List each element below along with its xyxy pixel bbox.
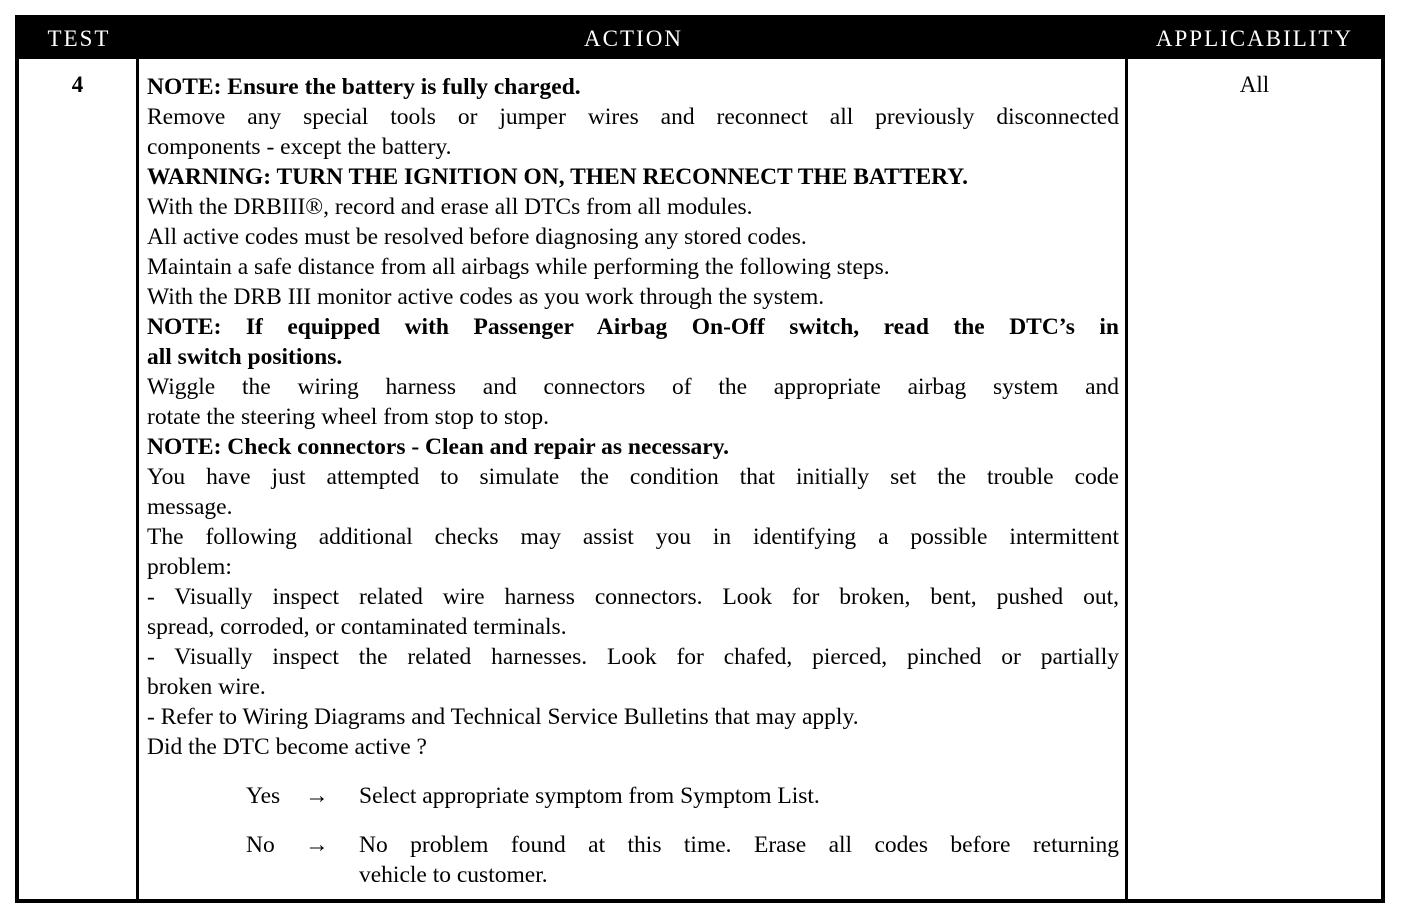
diagnostic-test-table — [15, 15, 1385, 903]
instruction-line: problem: — [147, 554, 232, 580]
instruction-line: Remove any special tools or jumper wires and reconnect all previously disconnected — [147, 104, 1119, 130]
instruction-line: broken wire. — [147, 674, 266, 700]
instruction-line: Did the DTC become active ? — [147, 734, 427, 760]
instruction-line: rotate the steering wheel from stop to stop. — [147, 404, 550, 430]
instruction-line: Maintain a safe distance from all airbags while performing the following steps. — [147, 254, 890, 280]
instruction-line: With the DRB III monitor active codes as you work through the system. — [147, 284, 825, 310]
answer-options — [147, 781, 1119, 890]
instruction-line: With the DRBIII®, record and erase all DTCs from all modules. — [147, 194, 753, 220]
header-applicability: APPLICABILITY — [1155, 26, 1354, 51]
header-test: TEST — [47, 26, 111, 51]
test-number: 4 — [19, 59, 139, 899]
note-line: all switch positions. — [147, 344, 343, 370]
instruction-line: Wiggle the wiring harness and connectors of the appropriate airbag system and — [147, 374, 1119, 400]
answer-no — [147, 830, 1119, 890]
note-line: NOTE: Check connectors - Clean and repair as necessary. — [147, 434, 730, 460]
answer-text — [359, 830, 1119, 890]
applicability-value: All — [1239, 72, 1270, 97]
note-line: WARNING: TURN THE IGNITION ON, THEN RECONNECT THE BATTERY. — [147, 164, 968, 190]
note-line: NOTE: If equipped with Passenger Airbag On-Off switch, read the DTC’s in — [147, 314, 1119, 340]
answer-text-line: No problem found at this time. Erase all codes before returning — [359, 832, 1119, 858]
answer-text — [359, 781, 1119, 811]
table-row — [19, 59, 1381, 899]
action-cell — [139, 59, 1128, 899]
instruction-line: You have just attempted to simulate the condition that initially set the trouble code — [147, 464, 1119, 490]
answer-label: Yes — [246, 783, 281, 809]
header-action: ACTION — [584, 26, 683, 51]
note-line: NOTE: Ensure the battery is fully charged. — [147, 74, 581, 100]
answer-text-line: vehicle to customer. — [359, 862, 548, 888]
arrow-right-icon: → — [305, 832, 329, 858]
answer-yes — [147, 781, 1119, 811]
arrow-right-icon: → — [305, 783, 329, 809]
instruction-line: - Refer to Wiring Diagrams and Technical Service Bulletins that may apply. — [147, 704, 859, 730]
instruction-line: spread, corroded, or contaminated terminals. — [147, 614, 567, 640]
action-instructions — [147, 72, 1119, 762]
instruction-line: - Visually inspect the related harnesses. Look for chafed, pierced, pinched or partially — [147, 644, 1119, 670]
instruction-line: - Visually inspect related wire harness connectors. Look for broken, bent, pushed out, — [147, 584, 1119, 610]
instruction-line: All active codes must be resolved before diagnosing any stored codes. — [147, 224, 807, 250]
instruction-line: The following additional checks may assist you in identifying a possible intermittent — [147, 524, 1119, 550]
instruction-line: message. — [147, 494, 233, 520]
answer-text-line: Select appropriate symptom from Symptom List. — [359, 783, 820, 809]
table-header — [19, 19, 1381, 59]
instruction-line: components - except the battery. — [147, 134, 452, 160]
answer-label: No — [246, 832, 275, 858]
